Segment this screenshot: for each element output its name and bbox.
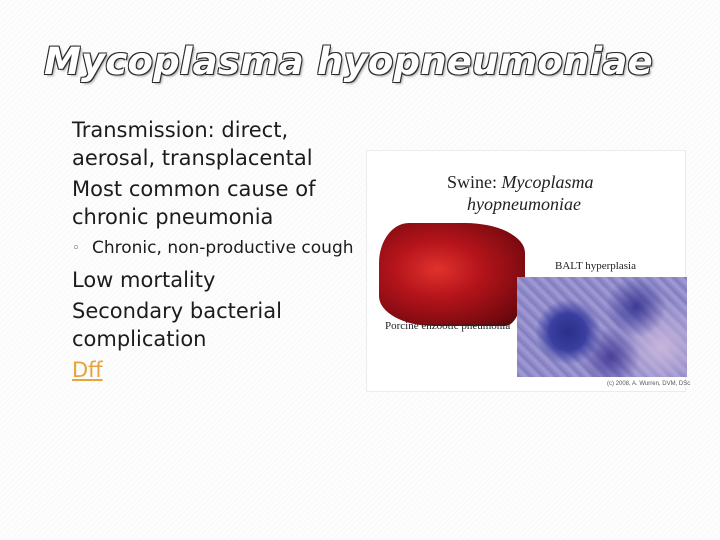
- sub-bullet-text: Chronic, non-productive cough: [92, 238, 354, 258]
- figure-title-prefix: Swine:: [447, 172, 502, 192]
- bullet-marker-icon: [36, 273, 50, 287]
- pathology-figure: [366, 150, 691, 392]
- bullet-marker-icon: [36, 182, 50, 196]
- image-credit: (c) 2008, A. Wurren, DVM, DSc: [607, 381, 691, 387]
- sub-bullet-marker-icon: ◦: [72, 241, 80, 256]
- figure-title: [447, 171, 594, 215]
- bullet-marker-icon: [36, 123, 50, 137]
- bullet-marker-icon: [36, 304, 50, 318]
- histology-caption: BALT hyperplasia: [555, 260, 636, 272]
- bullet-secondary: [36, 297, 358, 353]
- bullet-transmission: [36, 116, 358, 172]
- dff-link[interactable]: Dff: [72, 358, 103, 382]
- lung-photo: [379, 223, 525, 326]
- bullet-low-mortality: [36, 266, 358, 294]
- sub-bullet-cough: [36, 237, 358, 260]
- bullet-common-cause: [36, 175, 358, 231]
- bullet-dff: [36, 356, 358, 384]
- lung-caption: Porcine enzootic pneumonia: [385, 320, 511, 332]
- bullet-text: Secondary bacterial complication: [72, 299, 282, 351]
- figure-title-species-1: Mycoplasma: [501, 172, 594, 192]
- bullet-text: Transmission: direct, aerosal, transplacental: [72, 118, 313, 170]
- bullet-marker-icon: [36, 363, 50, 377]
- bullet-list: [36, 116, 358, 387]
- bullet-text: Most common cause of chronic pneumonia: [72, 177, 316, 229]
- bullet-text: Low mortality: [72, 268, 216, 292]
- histology-photo: [517, 277, 687, 377]
- figure-title-species-2: hyopneumoniae: [467, 194, 581, 214]
- slide-title: Mycoplasma hyopneumoniae: [44, 40, 653, 83]
